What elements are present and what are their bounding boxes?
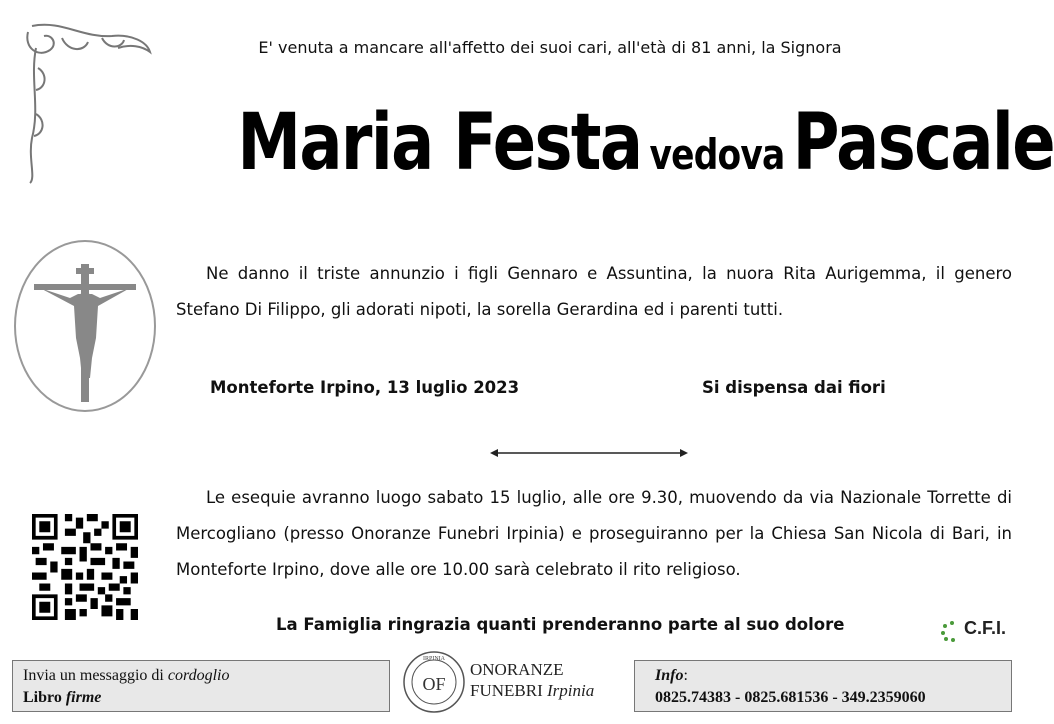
qr-code-icon[interactable]: [32, 514, 138, 620]
arrow-divider-icon: [488, 446, 690, 460]
phone-numbers[interactable]: 0825.74383 - 0825.681536 - 349.2359060: [655, 689, 926, 706]
deceased-name: [237, 98, 1054, 188]
brand-logo-icon: [402, 650, 466, 714]
send-condolence-link[interactable]: Invia un messaggio di cordoglio: [23, 667, 230, 684]
no-flowers-note: Si dispensa dai fiori: [702, 378, 886, 397]
cfi-logo-text: C.F.I.: [964, 618, 1007, 638]
funeral-paragraph: Le esequie avranno luogo sabato 15 luglio, alle ore 9.30, muovendo da via Nazionale Torrette di Mercogliano (presso Onoranze Funebri Irpinia) e proseguiranno per la Chiesa San Nicola di Bari, in Monteforte Irpino, dove alle ore 10.00 sarà celebrato il rito religioso.: [176, 488, 1012, 579]
crucifix-icon: [12, 238, 158, 414]
brand-logo-top-text: IRPINIA: [423, 656, 445, 662]
name-first: Maria Festa: [237, 98, 642, 188]
brand-name: ONORANZE FUNEBRI Irpinia: [470, 660, 595, 700]
condolence-box[interactable]: [12, 660, 390, 712]
ornament-icon: [22, 18, 157, 188]
name-last: Pascale: [792, 98, 1054, 188]
brand-logo-initials: OF: [422, 674, 446, 694]
info-label: Info: [655, 667, 684, 684]
info-box: Info: 0825.74383 - 0825.681536 - 349.2359060: [634, 660, 1012, 712]
intro-text: E' venuta a mancare all'affetto dei suoi cari, all'età di 81 anni, la Signora: [258, 38, 842, 57]
cfi-logo-icon: [940, 620, 964, 642]
name-mid: vedova: [649, 130, 785, 179]
place-date: Monteforte Irpino, 13 luglio 2023: [210, 378, 520, 397]
announcement-paragraph: Ne danno il triste annunzio i figli Gennaro e Assuntina, la nuora Rita Aurigemma, il genero Stefano Di Filippo, gli adorati nipoti, la sorella Gerardina ed i parenti tutti.: [176, 264, 1012, 319]
guestbook-link[interactable]: Libro firme: [23, 689, 102, 706]
thanks-line: La Famiglia ringrazia quanti prenderanno parte al suo dolore: [276, 615, 845, 634]
